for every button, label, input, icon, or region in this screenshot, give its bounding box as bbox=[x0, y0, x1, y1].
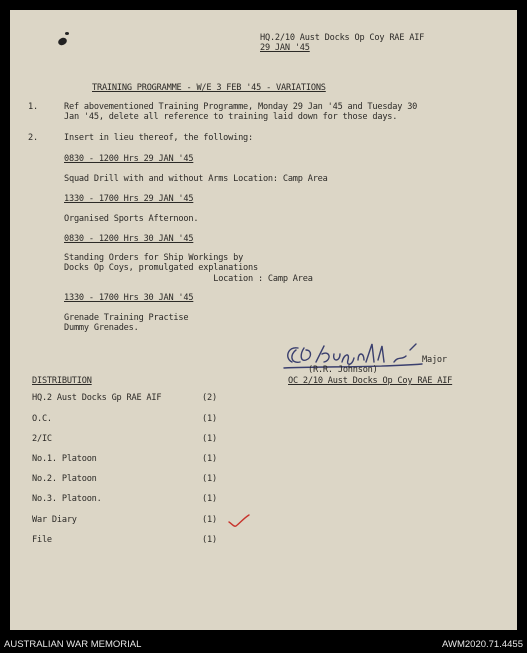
signature-rank: Major bbox=[422, 355, 447, 365]
red-tick-mark bbox=[228, 514, 250, 528]
header-unit: HQ.2/10 Aust Docks Op Coy RAE AIF bbox=[260, 33, 425, 43]
schedule-time: 1330 - 1700 Hrs 30 JAN '45 bbox=[64, 293, 194, 303]
distribution-recipient: 2/IC bbox=[32, 434, 52, 444]
schedule-time: 1330 - 1700 Hrs 29 JAN '45 bbox=[64, 194, 194, 204]
schedule-detail: Standing Orders for Ship Workings by bbox=[64, 253, 244, 263]
distribution-recipient: War Diary bbox=[32, 515, 77, 525]
schedule-detail: Grenade Training Practise bbox=[64, 313, 189, 323]
para1-line2: Jan '45, delete all reference to training laid down for those days. bbox=[64, 112, 398, 122]
distribution-count: (1) bbox=[202, 414, 217, 424]
signature-appointment: OC 2/10 Aust Docks Op Coy RAE AIF bbox=[288, 376, 453, 386]
header-date: 29 JAN '45 bbox=[260, 43, 310, 53]
schedule-detail: Organised Sports Afternoon. bbox=[64, 214, 199, 224]
ink-blot bbox=[57, 36, 68, 46]
distribution-count: (1) bbox=[202, 515, 217, 525]
schedule-time: 0830 - 1200 Hrs 29 JAN '45 bbox=[64, 154, 194, 164]
document-title: TRAINING PROGRAMME - W/E 3 FEB '45 - VARIATIONS bbox=[92, 83, 326, 93]
distribution-recipient: No.1. Platoon bbox=[32, 454, 97, 464]
schedule-detail: Location : Camp Area bbox=[64, 274, 313, 284]
schedule-detail: Dummy Grenades. bbox=[64, 323, 139, 333]
distribution-recipient: HQ.2 Aust Docks Gp RAE AIF bbox=[32, 393, 162, 403]
distribution-count: (2) bbox=[202, 393, 217, 403]
schedule-time: 0830 - 1200 Hrs 30 JAN '45 bbox=[64, 234, 194, 244]
footer-archive-name: AUSTRALIAN WAR MEMORIAL bbox=[4, 639, 142, 650]
distribution-recipient: File bbox=[32, 535, 52, 545]
distribution-count: (1) bbox=[202, 474, 217, 484]
para1-line1: Ref abovementioned Training Programme, Monday 29 Jan '45 and Tuesday 30 bbox=[64, 102, 418, 112]
footer-accession-number: AWM2020.71.4455 bbox=[442, 639, 523, 650]
ink-blot-small bbox=[65, 32, 69, 35]
distribution-recipient: O.C. bbox=[32, 414, 52, 424]
distribution-recipient: No.3. Platoon. bbox=[32, 494, 102, 504]
distribution-count: (1) bbox=[202, 535, 217, 545]
distribution-count: (1) bbox=[202, 454, 217, 464]
distribution-recipient: No.2. Platoon bbox=[32, 474, 97, 484]
distribution-count: (1) bbox=[202, 494, 217, 504]
signature-name: (R.R. Johnson) bbox=[308, 365, 378, 375]
document-page bbox=[10, 10, 517, 630]
distribution-count: (1) bbox=[202, 434, 217, 444]
schedule-detail: Docks Op Coys, promulgated explanations bbox=[64, 263, 258, 273]
schedule-detail: Squad Drill with and without Arms Location: Camp Area bbox=[64, 174, 328, 184]
para2-line1: Insert in lieu thereof, the following: bbox=[64, 133, 254, 143]
para1-number: 1. bbox=[28, 102, 38, 112]
distribution-heading: DISTRIBUTION bbox=[32, 376, 92, 386]
para2-number: 2. bbox=[28, 133, 38, 143]
